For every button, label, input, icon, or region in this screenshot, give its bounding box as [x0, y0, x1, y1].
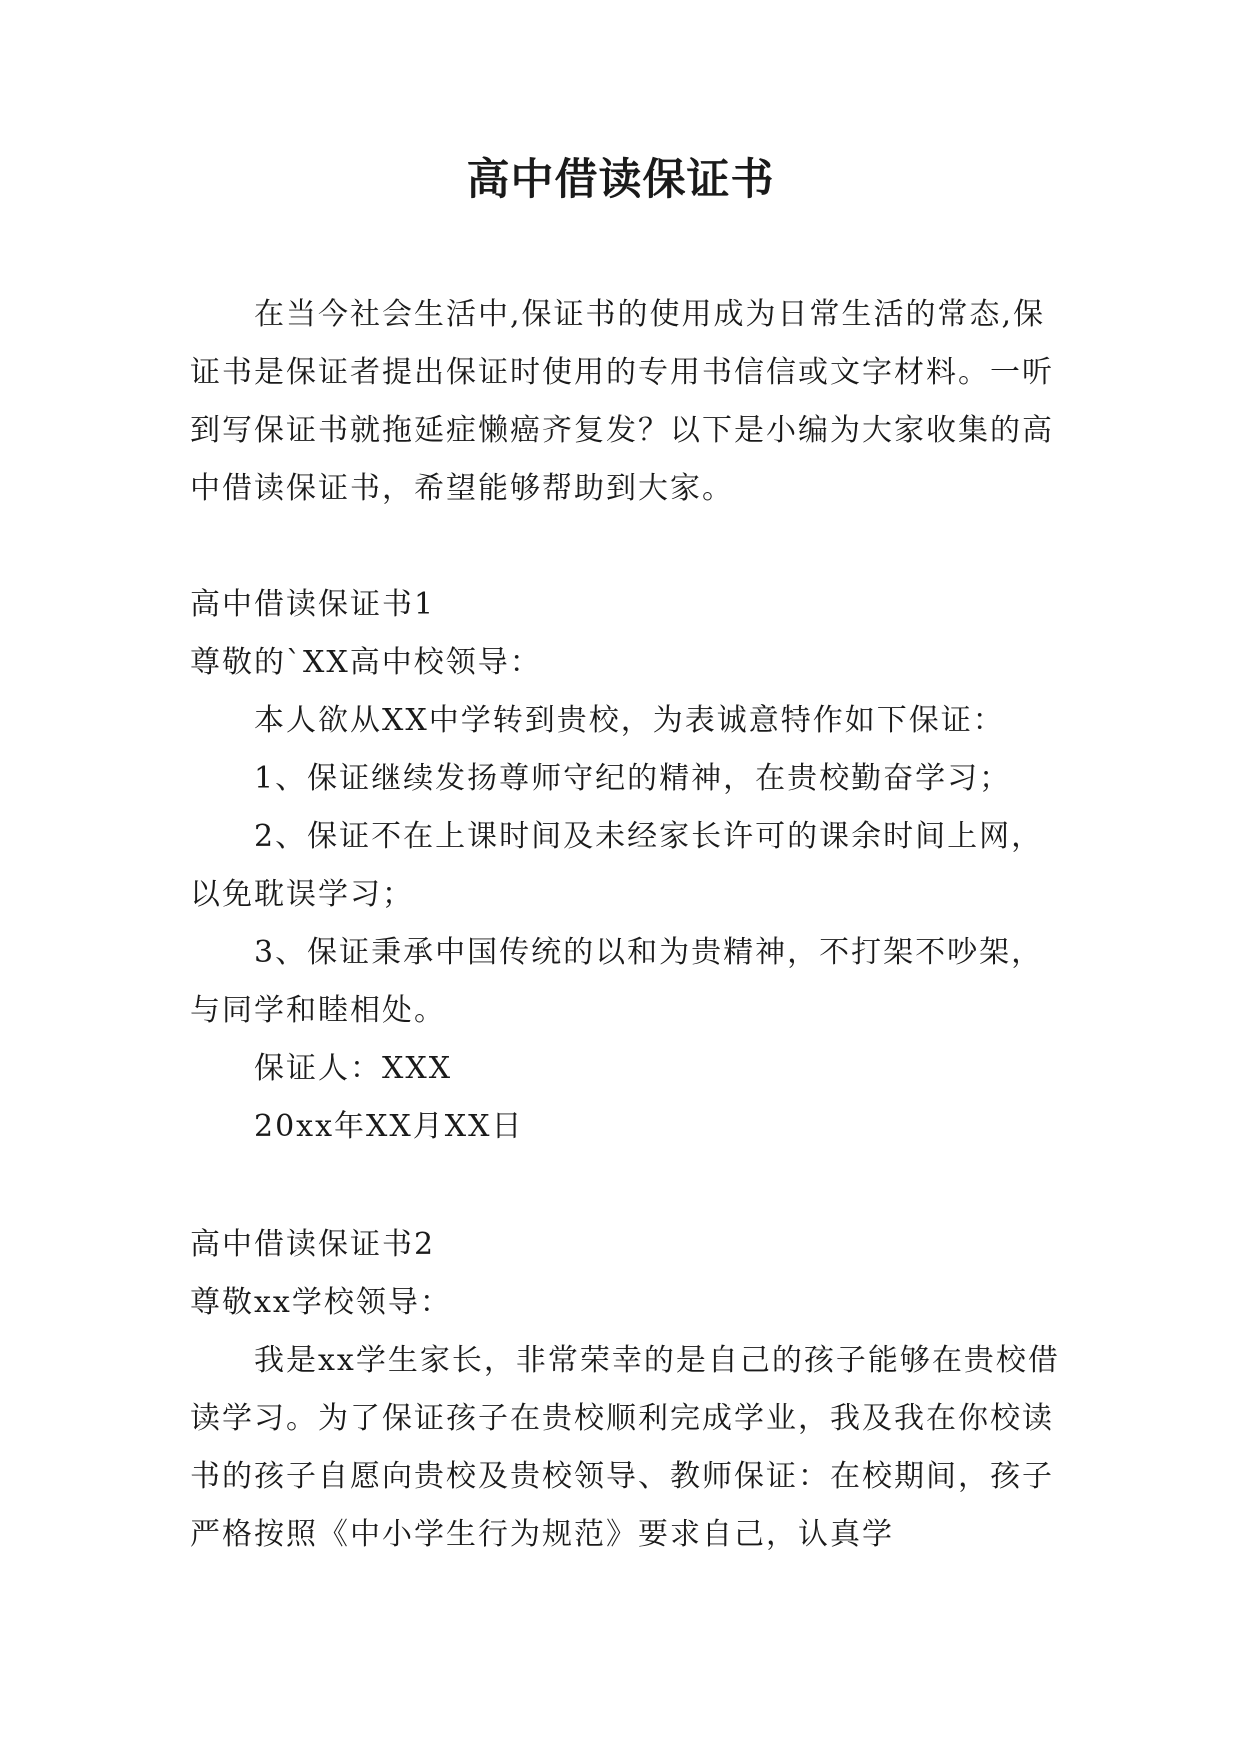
section-1-signer: 保证人：XXX: [254, 1051, 453, 1086]
section-2: [190, 1216, 1070, 1564]
intro-block: [190, 286, 1070, 518]
section-1-item: 1、保证继续发扬尊师守纪的精神，在贵校勤奋学习；: [254, 761, 1012, 796]
intro-paragraph: 在当今社会生活中,保证书的使用成为日常生活的常态,保证书是保证者提出保证时使用的专用书信信或文字材料。一听到写保证书就拖延症懒癌齐复发？以下是小编为大家收集的高中借读保证书，希望能够帮助到大家。: [190, 297, 1054, 506]
section-1-heading: 高中借读保证书1: [190, 587, 436, 622]
section-1-item: 2、保证不在上课时间及未经家长许可的课余时间上网，以免耽误学习；: [190, 819, 1044, 912]
section-1: [190, 576, 1070, 1156]
section-1-opening: 本人欲从XX中学转到贵校，为表诚意特作如下保证：: [254, 703, 1005, 738]
document-title: 高中借读保证书: [466, 155, 775, 205]
section-1-item: 3、保证秉承中国传统的以和为贵精神，不打架不吵架，与同学和睦相处。: [190, 935, 1044, 1028]
section-2-heading: 高中借读保证书2: [190, 1227, 436, 1262]
section-2-body: 我是xx学生家长，非常荣幸的是自己的孩子能够在贵校借读学习。为了保证孩子在贵校顺利完成学业，我及我在你校读书的孩子自愿向贵校及贵校领导、教师保证：在校期间，孩子严格按照《中小学生行为规范》要求自己，认真学: [190, 1343, 1060, 1552]
section-2-salutation: 尊敬xx学校领导：: [190, 1285, 452, 1320]
section-1-date: 20xx年XX月XX日: [254, 1109, 524, 1144]
section-1-salutation: 尊敬的`XX高中校领导：: [190, 645, 542, 680]
